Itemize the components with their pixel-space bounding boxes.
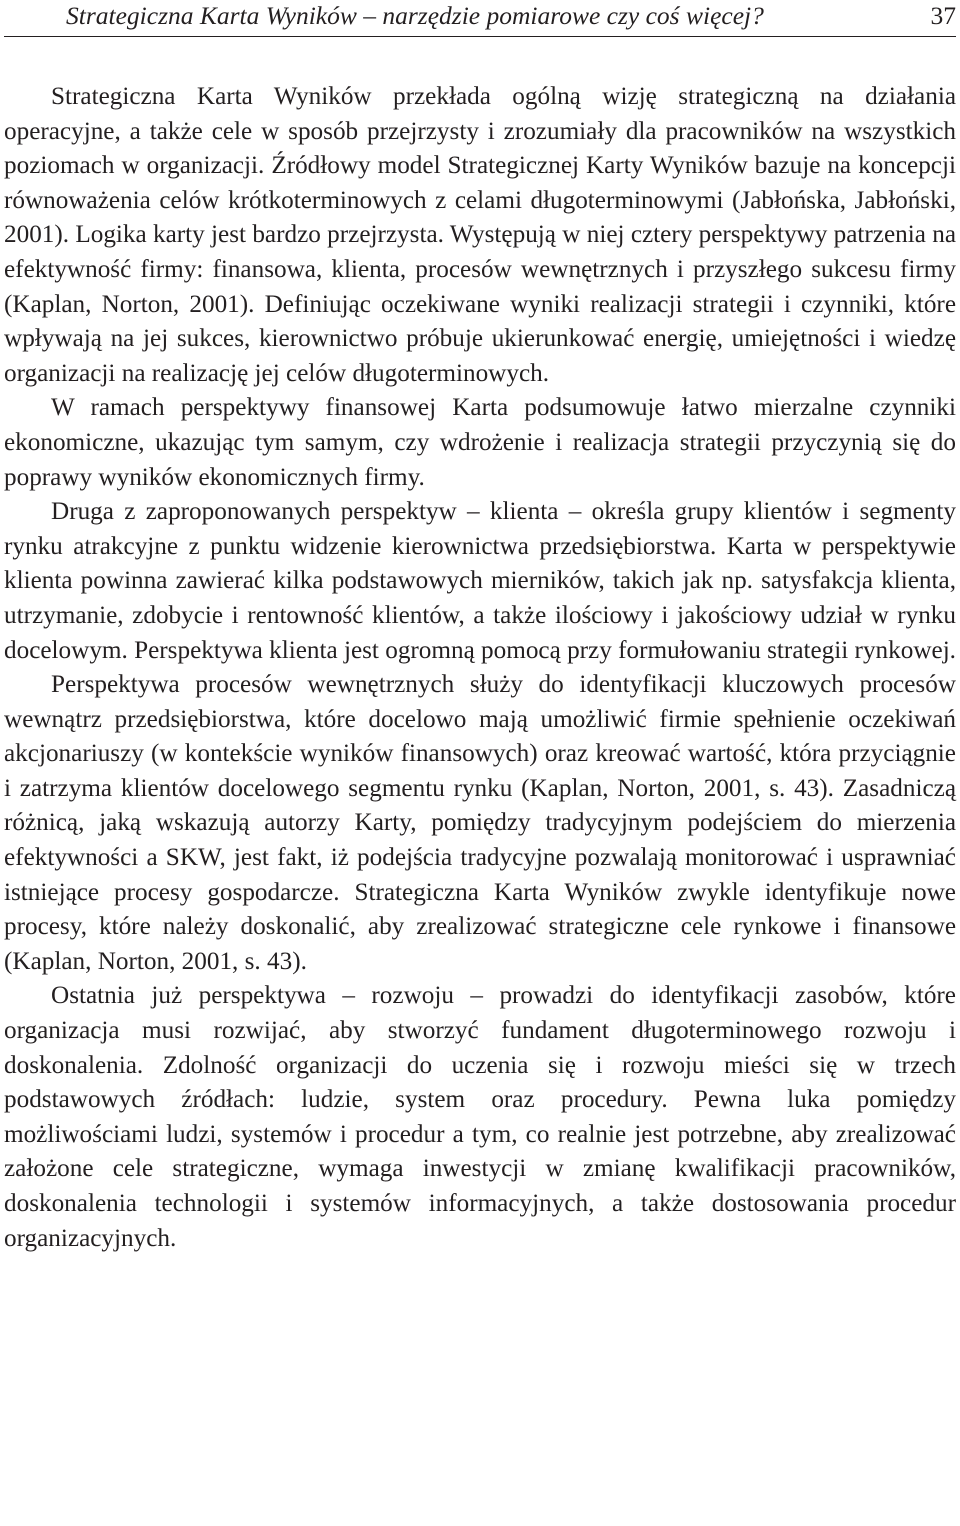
paragraph: Ostatnia już perspektywa – rozwoju – prowadzi do identyfikacji zasobów, które organizacja musi rozwijać, aby stworzyć fundament długoterminowego rozwoju i doskonalenia. Zdolność organizacji do uczenia się i rozwoju mieści się w trzech podstawowych źródłach: ludzie, system oraz procedury. Pewna luka pomiędzy możliwościami ludzi, systemów i procedur a tym, co realnie jest potrzebne, aby zrealizować założone cele strategiczne, wymaga inwestycji w zmianę kwalifikacji pracowników, doskonalenia technologii i systemów informacyjnych, a także dostosowania procedur organizacyjnych. — [4, 982, 956, 1252]
paragraph: W ramach perspektywy finansowej Karta podsumowuje łatwo mierzalne czynniki ekonomiczne, ukazując tym samym, czy wdrożenie i realizacja strategii przyczynią się do poprawy wyników ekonomicznych firmy. — [4, 394, 956, 491]
document-page — [4, 0, 956, 1526]
body-text — [4, 80, 956, 1256]
paragraph: Druga z zaproponowanych perspektyw – klienta – określa grupy klientów i segmenty rynku atrakcyjne z punktu widzenie kierownictwa przedsiębiorstwa. Karta w perspektywie klienta powinna zawierać kilka podstawowych mierników, takich jak np. satysfakcja klienta, utrzymanie, zdobycie i rentowność klientów, a także ilościowy i jakościowy udział w rynku docelowym. Perspektywa klienta jest ogromną pomocą przy formułowaniu strategii rynkowej. — [4, 498, 956, 664]
running-title: Strategiczna Karta Wyników – narzędzie pomiarowe czy coś więcej? — [66, 1, 764, 30]
paragraph: Strategiczna Karta Wyników przekłada ogólną wizję strategiczną na działania operacyjne, a także cele w sposób przejrzysty i zrozumiały dla pracowników na wszystkich poziomach w organizacji. Źródłowy model Strategicznej Karty Wyników bazuje na koncepcji równoważenia celów krótkoterminowych z celami długoterminowymi (Jabłońska, Jabłoński, 2001). Logika karty jest bardzo przejrzysta. Występują w niej cztery perspektywy patrzenia na efektywność firmy: finansowa, klienta, procesów wewnętrznych i przyszłego sukcesu firmy (Kaplan, Norton, 2001). Definiując oczekiwane wyniki realizacji strategii i czynniki, które wpływają na jej sukces, kierownictwo próbuje ukierunkować energię, umiejętności i wiedzę organizacji na realizację jej celów długoterminowych. — [4, 83, 956, 387]
page-number: 37 — [930, 1, 956, 30]
running-header — [4, 0, 956, 37]
paragraph: Perspektywa procesów wewnętrznych służy do identyfikacji kluczowych procesów wewnątrz przedsiębiorstwa, które docelowo mają umożliwić firmie spełnienie oczekiwań akcjonariuszy (w kontekście wyników finansowych) oraz kreować wartość, która przyciągnie i zatrzyma klientów docelowego segmentu rynku (Kaplan, Norton, 2001, s. 43). Zasadniczą różnicą, jaką wskazują autorzy Karty, pomiędzy tradycyjnym podejściem do mierzenia efektywności a SKW, jest fakt, iż podejścia tradycyjne pozwalają monitorować i usprawniać istniejące procesy gospodarcze. Strategiczna Karta Wyników zwykle identyfikuje nowe procesy, które należy doskonalić, aby zrealizować strategiczne cele rynkowe i finansowe (Kaplan, Norton, 2001, s. 43). — [4, 671, 956, 975]
